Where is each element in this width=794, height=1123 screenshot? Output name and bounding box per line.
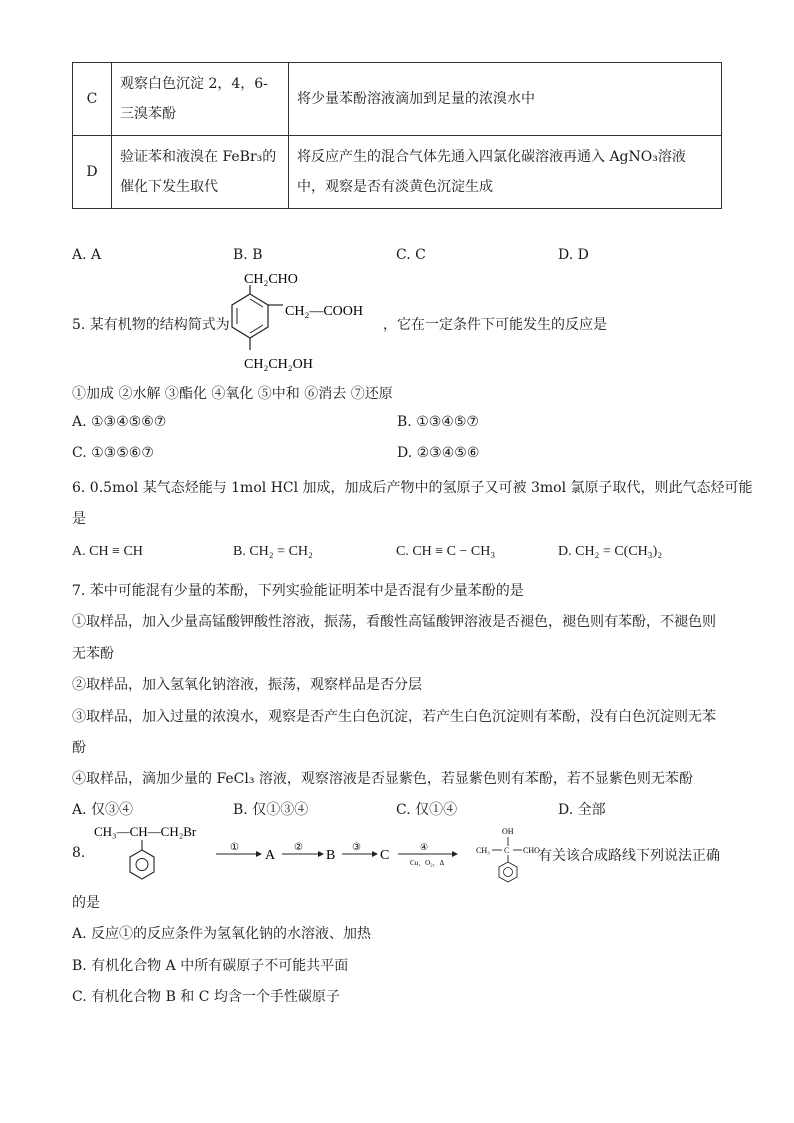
q8-step-2: ②: [294, 842, 303, 853]
q6-choice-d: D. CH₂ = C(CH₃)₂: [558, 544, 663, 559]
q8-option-a: A. 反应①的反应条件为氢氧化钠的水溶液、加热: [72, 926, 372, 942]
q4-choice-d: D. D: [558, 247, 589, 263]
q6-choice-b: B. CH₂ = CH₂: [233, 544, 313, 559]
q4-choice-c: C. C: [396, 247, 426, 263]
q7-statement: ④取样品，滴加少量的 FeCl₃ 溶液，观察溶液是否显紫色，若显紫色则有苯酚，若不显紫色则无苯酚: [72, 771, 693, 787]
q5-choice-d: D. ②③④⑤⑥: [397, 445, 480, 461]
row-purpose: 验证苯和液溴在 FeBr₃的催化下发生取代: [112, 136, 289, 209]
q8-option-c: C. 有机化合物 B 和 C 均含一个手性碳原子: [72, 989, 340, 1005]
q5-prefix: 5. 某有机物的结构简式为: [72, 317, 230, 333]
q7-stem: 7. 苯中可能混有少量的苯酚，下列实验能证明苯中是否混有少量苯酚的是: [72, 583, 524, 599]
q7-statement: ①取样品，加入少量高锰酸钾酸性溶液，振荡，看酸性高锰酸钾溶液是否褪色，褪色则有苯酚，不褪色则: [72, 614, 716, 630]
row-method: 将少量苯酚溶液滴加到足量的浓溴水中: [289, 63, 722, 136]
q8-synthesis-route: [90, 820, 540, 888]
row-method: 将反应产生的混合气体先通入四氯化碳溶液再通入 AgNO₃溶液中，观察是否有淡黄色沉淀生成: [289, 136, 722, 209]
q5-choice-b: B. ①③④⑤⑦: [397, 414, 479, 430]
q8-intermediate-b: B: [326, 848, 336, 863]
q8-step-3: ③: [352, 842, 361, 853]
q5-structure-diagram: [225, 268, 385, 372]
q8-step-4-conditions: Cu，O₂，Δ: [410, 859, 445, 867]
q7-choice-b: B. 仅①③④: [233, 802, 309, 818]
q7-statement: ③取样品，加入过量的浓溴水，观察是否产生白色沉淀，若产生白色沉淀则有苯酚，没有白色沉淀则无苯: [72, 709, 716, 725]
q8-stem-line2: 的是: [72, 895, 100, 911]
q8-number: 8.: [72, 845, 86, 861]
table-row: [73, 136, 722, 209]
q4-choice-b: B. B: [233, 247, 263, 263]
q5-right-group: CH₂—COOH: [285, 304, 363, 319]
q8-product-oh: OH: [502, 827, 514, 836]
experiment-table: [72, 62, 722, 209]
q7-choice-a: A. 仅③④: [72, 802, 134, 818]
q6-stem-line1: 6. 0.5mol 某气态烃能与 1mol HCl 加成，加成后产物中的氢原子又可被 3mol 氯原子取代，则此气态烃可能: [72, 480, 753, 496]
svg-text:C: C: [504, 846, 510, 855]
q7-statement: 无苯酚: [72, 646, 114, 662]
q8-stem-tail: 有关该合成路线下列说法正确: [538, 848, 720, 864]
table-row: [73, 63, 722, 136]
q7-statement: ②取样品，加入氢氧化钠溶液，振荡，观察样品是否分层: [72, 677, 422, 693]
q6-stem-line2: 是: [72, 511, 86, 527]
q8-intermediate-a: A: [265, 848, 276, 863]
row-label: C: [73, 63, 112, 136]
q8-intermediate-c: C: [380, 848, 390, 863]
q5-suffix: ，它在一定条件下可能发生的反应是: [383, 317, 607, 333]
q5-choice-a: A. ①③④⑤⑥⑦: [72, 414, 167, 430]
row-label: D: [73, 136, 112, 209]
q5-bottom-group: CH₂CH₂OH: [244, 357, 313, 372]
q8-option-b: B. 有机化合物 A 中所有碳原子不可能共平面: [72, 958, 349, 974]
q5-choice-c: C. ①③⑤⑥⑦: [72, 445, 154, 461]
q8-step-4: ④: [420, 842, 429, 852]
row-purpose: 观察白色沉淀 2，4，6-三溴苯酚: [112, 63, 289, 136]
q6-choice-c: C. CH ≡ C − CH₃: [396, 544, 496, 559]
q7-choice-d: D. 全部: [558, 802, 606, 818]
q8-product-cho: CHO: [523, 846, 540, 855]
q7-choice-c: C. 仅①④: [396, 802, 458, 818]
q5-reactions: ①加成 ②水解 ③酯化 ④氧化 ⑤中和 ⑥消去 ⑦还原: [72, 386, 393, 402]
q6-choice-a: A. CH ≡ CH: [72, 544, 143, 559]
q8-start-material: CH₃—CH—CH₂Br: [94, 824, 197, 839]
q7-statement: 酚: [72, 740, 86, 756]
q8-step-1: ①: [230, 842, 239, 853]
q4-choice-a: A. A: [72, 247, 102, 263]
q8-product-ch3: CH₃: [476, 846, 490, 855]
q5-top-group: CH₂CHO: [244, 272, 298, 287]
